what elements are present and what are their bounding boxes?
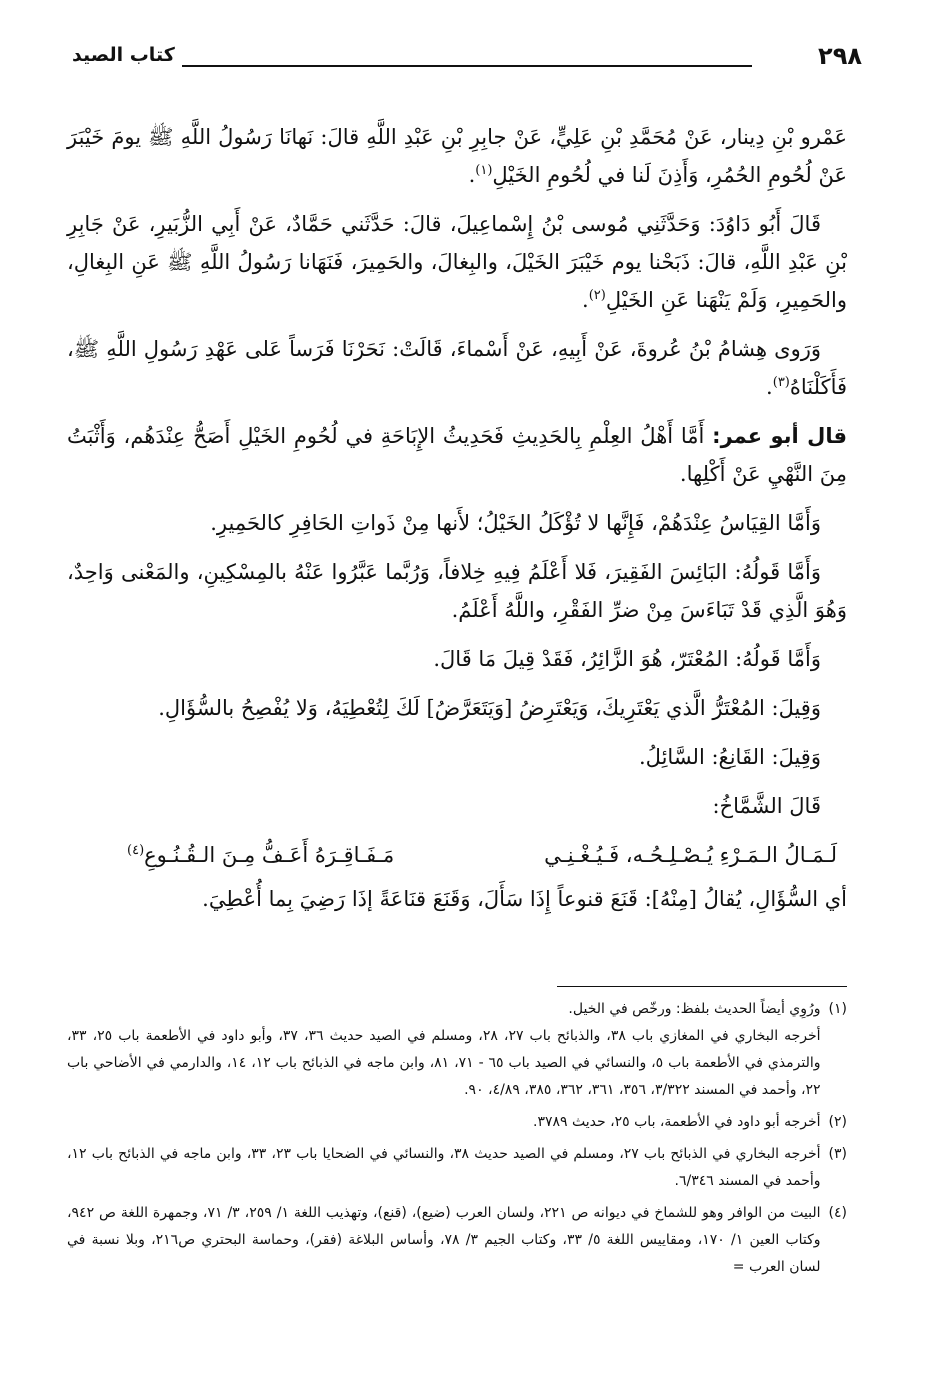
footnote-2 <box>67 1109 847 1136</box>
footnote-separator <box>557 986 847 987</box>
paragraph-qani: وَقِيلَ: القَانِعُ: السَّائِلُ. <box>639 745 821 769</box>
footnote-line: البيت من الوافر وهو للشماخ في ديوانه ص ٢٢١، ولسان العرب (ضيع)، (قنع)، وتهذيب اللغة ١/ ٢٥٩، ٣/ ٧١، وجمهرة اللغة ص ٩٤٢، وكتاب العين ١/ ١٧٠، ومقاييس اللغة ٥/ ٣٣، وكتاب الجيم ٣/ ٧٨، وأساس البلاغة (فقر)، وحماسة البحتري ص٢١٦، وبلا نسبة في لسان العرب = <box>67 1205 821 1275</box>
paragraph-mutarr: وَأَمَّا قَولُهُ: المُعْتَرّ، هُوَ الزَّائِرُ، فَقَدْ قِيلَ مَا قَالَ. <box>433 647 821 671</box>
footnote-number: (١) <box>828 1001 847 1017</box>
paragraph-bais-faqir: وَأَمَّا قَولُهُ: البَائِسَ الفَقِيرَ، فَلا أَعْلَمُ فِيهِ خِلافاً، وَرُبَّما عَبَّرُوا عَنْهُ بالمِسْكِينِ، والمَعْنى وَاحِدٌ، وَهُوَ الَّذِي قَدْ تَبَاءَسَ مِنْ ضرِّ الفَقْرِ، واللَّهُ أَعْلَمُ. <box>67 560 847 622</box>
footnote-line: أخرجه البخاري في الذبائح باب ٢٧، ومسلم في الصيد حديث ٣٨، والنسائي في الضحايا باب ٢٣، ٣٣، وابن ماجه في الذبائح باب ١٢، وأحمد في المسند ٦/٣٤٦. <box>67 1146 821 1189</box>
poem-first-hemistich: لَـمَـالُ الـمَـرْءِ يُـصْـلِـحُـه، فَـيُـغْـنِـي <box>544 843 837 867</box>
poem-verse <box>67 836 847 874</box>
footnote-number: (٤) <box>828 1205 847 1221</box>
footnote-ref-1: (١) <box>475 163 493 178</box>
header-rule <box>182 65 752 67</box>
footnote-line: أخرجه البخاري في المغازي باب ٣٨، والذبائح باب ٢٧، ٢٨، ومسلم في الصيد حديث ٣٦، ٣٧، وأبو داود في الأطعمة باب ٢٥، ٣٣، والترمذي في الأطعمة باب ٥، والنسائي في الصيد باب ٦٥ - ٧١، ٨١، وابن ماجه في الذبائح باب ١٢، ١٤، والدارمي في الأضاحي باب ٢٢، وأحمد في المسند ٣/٣٢٢، ٣٥٦، ٣٦١، ٣٦٢، ٣٨٥، ٤/٨٩، ٩٠. <box>67 1028 821 1098</box>
poem-second-hemistich: مَـفَـاقِـرَهُ أَعَـفُّ مِـنَ الـقُـنُـوعِ$^{(٤)}$ <box>127 843 395 867</box>
footnote-number: (٣) <box>828 1146 847 1162</box>
footnote-ref-2: (٢) <box>588 288 606 303</box>
footnote-line: أخرجه أبو داود في الأطعمة، باب ٢٥، حديث ٣٧٨٩. <box>533 1114 821 1130</box>
footnotes <box>67 996 847 1286</box>
footnote-1 <box>67 996 847 1104</box>
footnote-4 <box>67 1200 847 1281</box>
paragraph-after-poem: أي السُّؤَالِ، يُقالُ [مِنْهُ]: قَنَعَ قنوعاً إِذَا سَأَلَ، وَقَنَعَ قنَاعَةً إذَا رَضِيَ بِما أُعْطِيَ. <box>202 887 847 911</box>
speaker-name: قال أبو عمر: <box>712 424 848 448</box>
footnote-ref-4: (٤) <box>127 843 145 858</box>
running-header <box>72 40 872 80</box>
paragraph-abu-umar: قال أبو عمر: أَمَّا أَهْلُ العِلْمِ بِالحَدِيثِ فَحَدِيثُ الإِبَاحَةِ في لُحُومِ الخَيْلِ أَصَحُّ عِنْدَهُم، وَأَثْبَتُ مِنَ النَّهْيِ عَنْ أَكْلِها. <box>67 424 848 486</box>
footnote-ref-3: (٣) <box>772 375 790 390</box>
chapter-title: كتاب الصيد <box>72 44 175 66</box>
paragraph-qiyas: وَأَمَّا القِيَاسُ عِنْدَهُمْ، فَإِنَّها لا تُؤْكَلُ الخَيْلُ؛ لأَنها مِنْ ذَواتِ الحَافِرِ كالحَمِيرِ. <box>210 511 821 535</box>
page-number: ٢٩٨ <box>818 42 862 70</box>
footnote-number: (٢) <box>828 1114 847 1130</box>
paragraph-hadith-1: عَمْرو بْنِ دِينار، عَنْ مُحَمَّدِ بْنِ عَلِيٍّ، عَنْ جابِرِ بْنِ عَبْدِ اللَّهِ قالَ: نَهانَا رَسُولُ اللَّهِ ﷺ يومَ خَيْبَرَ عَنْ لُحُومِ الحُمُرِ، وَأَذِنَ لَنا في لُحُومِ الخَيْلِ$^{(١)}$. <box>67 125 847 187</box>
main-text <box>67 118 847 929</box>
paragraph-abu-dawud: قَالَ أَبُو دَاوُدَ: وَحَدَّثَنِي مُوسى بْنُ إِسْماعِيلَ، قالَ: حَدَّثَني حَمَّادٌ، عَنْ أَبِي الزُّبَيرِ، عَنْ جَابِرِ بْنِ عَبْدِ اللَّهِ، قالَ: ذَبَحْنا يوم خَيْبَرَ الخَيْلَ، والبِغالَ، والحَمِيرَ، فَنَهَانا رَسُولُ اللَّهِ ﷺ عَنِ البِغالِ، والحَمِيرِ، وَلَمْ يَنْهَنا عَنِ الخَيْلِ$^{(٢)}$. <box>67 212 847 312</box>
footnote-3 <box>67 1141 847 1195</box>
paragraph-qil-mutarr: وَقِيلَ: المُعْتَرُّ الَّذي يَعْتَرِيكَ، وَيَعْتَرِضُ [وَيَتَعَرَّضُ] لَكَ لِتُعْطِيَهُ، وَلا يُفْصِحُ بالسُّؤَالِ. <box>158 696 821 720</box>
paragraph-shammakh: قَالَ الشَّمَّاخُ: <box>712 794 821 818</box>
paragraph-hisham: وَرَوى هِشامُ بْنُ عُروةَ، عَنْ أَبِيهِ، عَنْ أَسْماءَ، قَالَتْ: نَحَرْنَا فَرَساً عَلى عَهْدِ رَسُولِ اللَّهِ ﷺ، فَأَكَلْنَاهُ$^{(٣)}$. <box>67 337 847 399</box>
footnote-line: ورُوِي أيضاً الحديث بلفظ: ورخّص في الخيل. <box>568 1001 821 1017</box>
